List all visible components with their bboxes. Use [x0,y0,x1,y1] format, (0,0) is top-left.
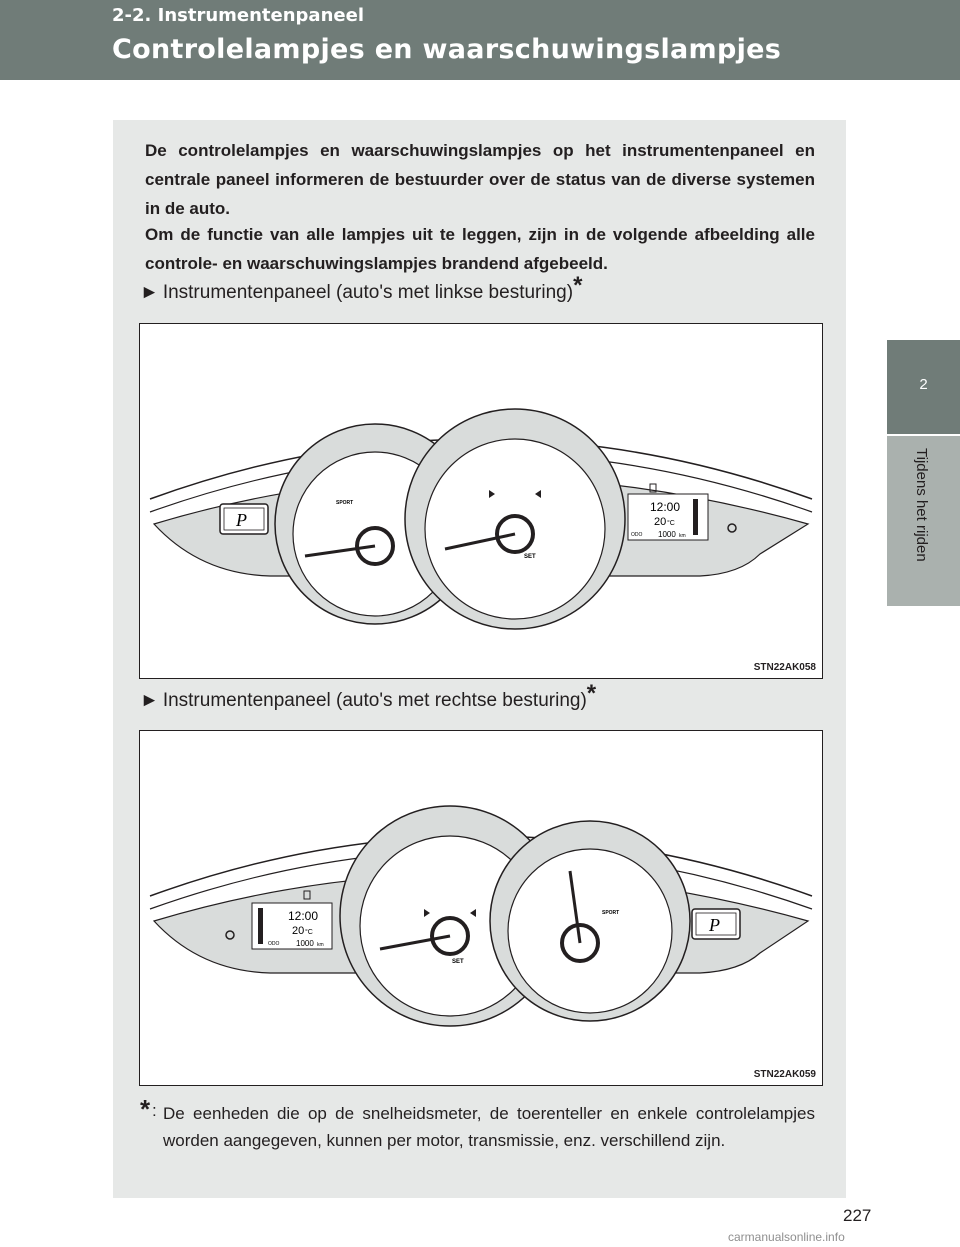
chapter-tab-label: Tijdens het rijden [913,448,930,562]
arrow-right-icon: ► [140,690,159,711]
display-odo-unit: km [317,942,324,948]
set-label: SET [524,554,536,560]
arrow-right-icon: ► [140,282,159,303]
display-temperature: 20 [654,516,667,528]
intro-paragraph-1: De controlelampjes en waarschuwingslampjes op het instrumentenpaneel en centrale paneel informeren de bestuurder over de status van de diverse systemen in de auto. [145,141,815,218]
display-odo-label: ODO [631,532,643,538]
section-label: 2-2. Instrumentenpaneel [112,5,364,26]
display-time: 12:00 [288,909,319,923]
footnote-colon: : [152,1101,157,1120]
figure-lhd-instrument-panel [139,323,823,679]
figure-1-heading-text: Instrumentenpaneel (auto's met linkse besturing) [162,282,574,303]
display-time: 12:00 [650,500,681,514]
footnote-asterisk: * [140,1094,151,1124]
page-title: Controlelampjes en waarschuwingslampjes [112,34,782,65]
figure-1-heading [140,271,583,304]
display-odometer: 1000 [296,939,314,948]
figure-1-code: STN22AK058 [753,662,816,673]
figure-2-asterisk: * [586,679,597,707]
page-number: 227 [843,1206,872,1225]
figure-2-heading [140,679,597,712]
gear-indicator: P [236,510,247,530]
rhd-panel-illustration [140,731,822,1085]
set-label: SET [452,959,464,965]
footnote-text: De eenheden die op de snelheidsmeter, de toerenteller en enkele controlelampjes worden aangegeven, kunnen per motor, transmissie, enz. verschillend zijn. [163,1104,815,1150]
figure-rhd-instrument-panel [139,730,823,1086]
display-temperature: 20 [292,925,305,937]
display-odometer: 1000 [658,530,676,539]
lhd-panel-illustration [140,324,822,678]
figure-2-heading-text: Instrumentenpaneel (auto's met rechtse besturing) [162,690,587,711]
figure-1-asterisk: * [573,271,583,299]
display-temp-unit: °C [305,929,313,936]
gear-indicator: P [709,915,720,935]
display-odo-label: ODO [268,941,280,947]
watermark: carmanualsonline.info [728,1230,845,1244]
sport-label: SPORT [336,500,354,506]
figure-2-code: STN22AK059 [753,1069,816,1080]
intro-paragraph-2: Om de functie van alle lampjes uit te leggen, zijn in de volgende afbeelding alle controle- en waarschuwingslampjes brandend afgebeeld. [145,225,815,273]
page-header [0,0,960,80]
chapter-tab-number[interactable]: 2 [887,340,960,434]
display-odo-unit: km [679,533,686,539]
sport-label: SPORT [602,910,620,916]
display-temp-unit: °C [667,520,675,527]
chapter-tab-title[interactable] [887,436,960,606]
